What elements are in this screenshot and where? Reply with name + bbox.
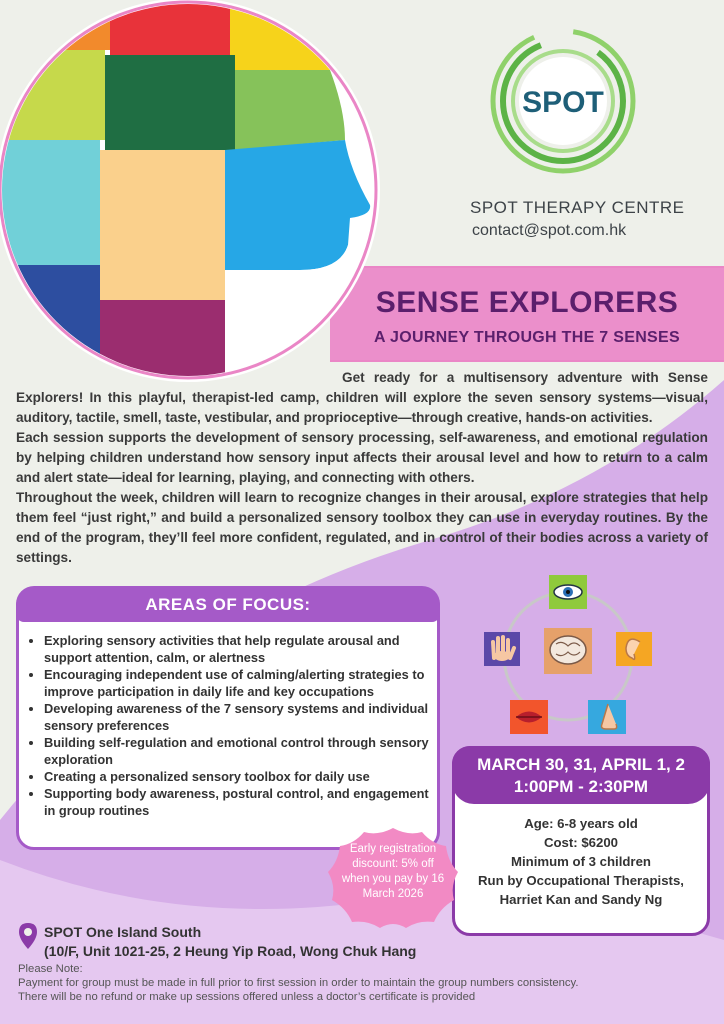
note-title: Please Note:	[18, 963, 83, 975]
list-item: • Encouraging independent use of calming/alerting strategies to improve participation in daily life and key occupations	[44, 666, 442, 700]
minimum-size: Minimum of 3 children	[511, 854, 651, 869]
focus-list	[30, 632, 442, 819]
early-registration-badge: Early registration discount: 5% off when you pay by 16 March 2026	[341, 843, 445, 900]
please-note	[18, 962, 708, 1004]
note-line: There will be no refund or make up sessions offered unless a doctor’s certificate is provided	[18, 991, 476, 1003]
schedule-time: 1:00PM - 2:30PM	[513, 777, 649, 796]
focus-heading: AREAS OF FOCUS:	[16, 586, 440, 622]
run-by: Run by Occupational Therapists,	[478, 873, 684, 888]
brain-icon	[544, 628, 592, 674]
location-address: (10/F, Unit 1021-25, 2 Heung Yip Road, Wong Chuk Hang	[44, 943, 417, 959]
brand-email[interactable]: contact@spot.com.hk	[472, 222, 627, 239]
location-pin-icon	[18, 922, 38, 950]
page-subtitle: A JOURNEY THROUGH THE 7 SENSES	[374, 329, 680, 346]
head-puzzle-illustration	[0, 0, 380, 420]
therapists: Harriet Kan and Sandy Ng	[499, 892, 663, 907]
description	[16, 368, 708, 568]
list-item: • Building self-regulation and emotional control through sensory exploration	[44, 734, 442, 768]
description-intro: Get ready for a multisensory adventure with Sense Explorers! In this playful, therapist-led camp, children will explore the seven sensory systems—visual, auditory, tactile, smell, taste, vestibular, and proprioceptive—through creative, hands-on activities.	[16, 370, 708, 425]
list-item: • Supporting body awareness, postural control, and engagement in group routines	[44, 785, 442, 819]
note-line: Payment for group must be made in full prior to first session in order to maintain the group numbers consistency.	[18, 977, 579, 989]
ear-icon	[616, 632, 652, 666]
schedule-dates: MARCH 30, 31, APRIL 1, 2	[477, 755, 685, 774]
list-item: • Developing awareness of the 7 sensory systems and individual sensory preferences	[44, 700, 442, 734]
camp-details	[452, 814, 710, 909]
senses-wheel	[476, 572, 664, 740]
logo-text: SPOT	[522, 86, 604, 119]
schedule-banner	[452, 746, 710, 804]
eye-icon	[549, 575, 587, 609]
location-name: SPOT One Island South	[44, 924, 202, 940]
list-item: • Creating a personalized sensory toolbox for daily use	[44, 768, 442, 785]
age-range: Age: 6-8 years old	[524, 816, 638, 831]
nose-icon	[588, 700, 626, 734]
mouth-icon	[510, 700, 548, 734]
page-title: SENSE EXPLORERS	[375, 286, 679, 319]
hand-icon	[484, 632, 520, 666]
description-paragraph: Throughout the week, children will learn to recognize changes in their arousal, explore strategies that help them feel “just right,” and build a personalized sensory toolbox they can use in everyday routines. By the end of the program, they’ll feel more confident, regulated, and in control of their bodies across a variety of settings.	[16, 490, 708, 565]
description-paragraph: Each session supports the development of sensory processing, self-awareness, and emotional regulation by helping children understand how sensory input affects their arousal level and how to return to a calm and alert state—ideal for learning, playing, and connecting with others.	[16, 430, 708, 485]
location	[44, 923, 416, 961]
cost: Cost: $6200	[543, 835, 619, 850]
list-item: • Exploring sensory activities that help regulate arousal and support attention, calm, or alertness	[44, 632, 442, 666]
spot-logo	[488, 26, 638, 176]
brand-name: SPOT THERAPY CENTRE	[470, 198, 685, 217]
